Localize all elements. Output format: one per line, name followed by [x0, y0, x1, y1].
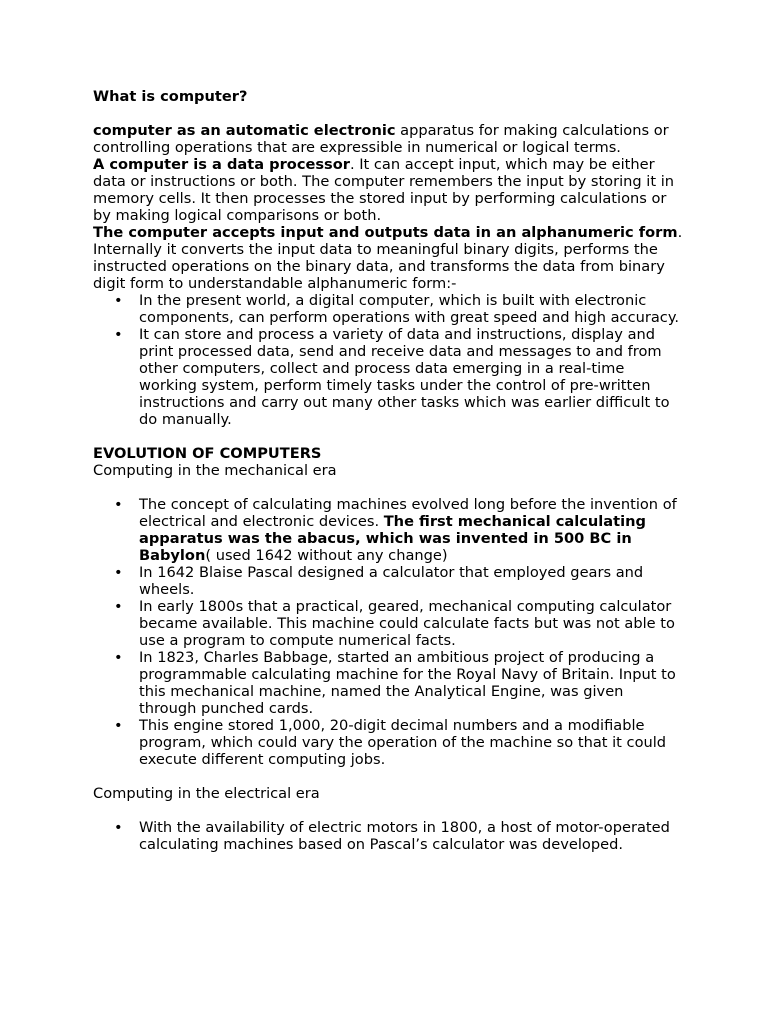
list-item: • In the present world, a digital computer, which is built with electronic components, can perform operations with great speed and high accuracy.	[114, 292, 680, 326]
list-item: • In 1642 Blaise Pascal designed a calculator that employed gears and wheels.	[114, 564, 644, 598]
bullet-icon: •	[114, 292, 123, 309]
intro-paragraph-2: A computer is a data processor. It can accept input, which may be either data or instructions or both. The computer remembers the input by storing it in memory cells. It then processes the stored input by performing calculations or by making logical comparisons or both.	[93, 156, 675, 224]
bullet-icon: •	[114, 564, 123, 581]
list-item: • In early 1800s that a practical, geared, mechanical computing calculator became available. This machine could calculate facts but was not able to use a program to compute numerical facts.	[114, 598, 675, 649]
bullet-icon: •	[114, 496, 123, 513]
spacer	[93, 428, 683, 445]
list-item: • The concept of calculating machines evolved long before the invention of electrical and electronic devices. The first mechanical calculating apparatus was the abacus, which was invented in 500 BC in Babylon( used 1642 without any change)	[114, 496, 677, 564]
list-item: • With the availability of electric motors in 1800, a host of motor-operated calculating machines based on Pascal’s calculator was developed.	[114, 819, 670, 853]
electrical-era-subheading: Computing in the electrical era	[93, 785, 320, 802]
intro-bullet-list	[93, 292, 683, 428]
spacer	[93, 479, 683, 496]
list-item: • This engine stored 1,000, 20-digit decimal numbers and a modifiable program, which could vary the operation of the machine so that it could execute different computing jobs.	[114, 717, 667, 768]
document-page	[93, 88, 683, 853]
page-title: What is computer?	[93, 88, 248, 105]
spacer	[93, 802, 683, 819]
electrical-bullet-list	[93, 819, 683, 853]
bullet-icon: •	[114, 819, 123, 836]
list-item: • In 1823, Charles Babbage, started an ambitious project of producing a programmable calculating machine for the Royal Navy of Britain. Input to this mechanical machine, named the Analytical Engine, was given through punched cards.	[114, 649, 676, 717]
section-heading: EVOLUTION OF COMPUTERS	[93, 445, 322, 462]
intro-paragraph-1: computer as an automatic electronic apparatus for making calculations or controlling operations that are expressible in numerical or logical terms.	[93, 122, 669, 156]
spacer	[93, 105, 683, 122]
bullet-icon: •	[114, 326, 123, 343]
intro-paragraph-3: The computer accepts input and outputs data in an alphanumeric form. Internally it converts the input data to meaningful binary digits, performs the instructed operations on the binary data, and transforms the data from binary digit form to understandable alphanumeric form:-	[93, 224, 683, 292]
list-item: • It can store and process a variety of data and instructions, display and print processed data, send and receive data and messages to and from other computers, collect and process data emerging in a real-time working system, perform timely tasks under the control of pre-written instructions and carry out many other tasks which was earlier difficult to do manually.	[114, 326, 670, 428]
mechanical-era-subheading: Computing in the mechanical era	[93, 462, 337, 479]
mechanical-bullet-list	[93, 496, 683, 768]
bullet-icon: •	[114, 649, 123, 666]
spacer	[93, 768, 683, 785]
bullet-icon: •	[114, 717, 123, 734]
bullet-icon: •	[114, 598, 123, 615]
